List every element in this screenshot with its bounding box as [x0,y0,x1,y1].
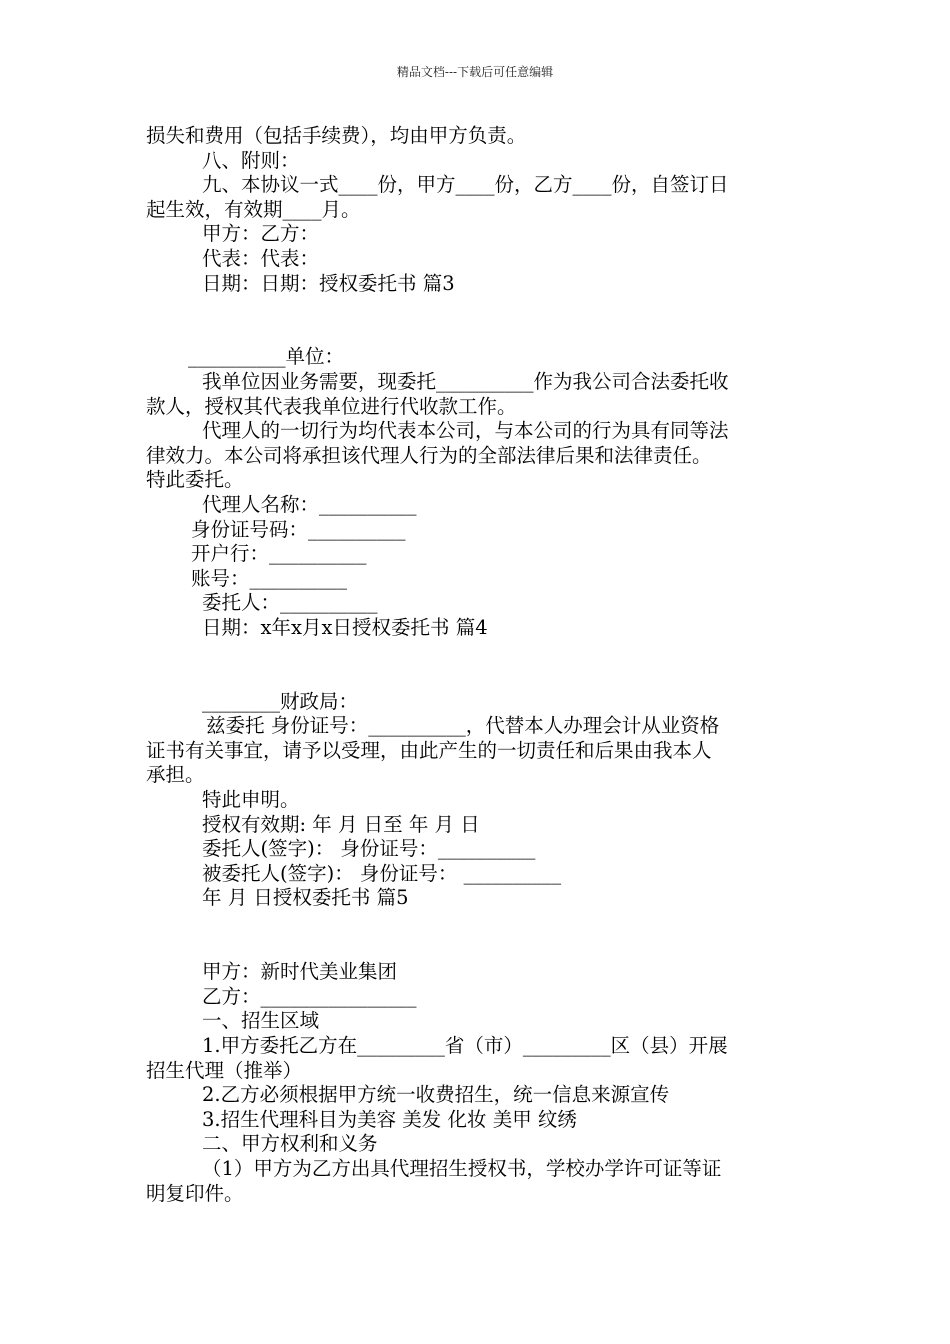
text-line: 九、本协议一式____份，甲方____份，乙方____份，自签订日 [202,173,729,197]
text-line: 一、招生区域 [202,1009,320,1033]
text-line: 1.甲方委托乙方在_________省（市）_________区（县）开展 [202,1033,728,1057]
text-line: （1）甲方为乙方出具代理招生授权书，学校办学许可证等证 [202,1156,722,1180]
blank-line [146,911,808,936]
text-line: 承担。 [146,763,205,787]
text-line: 被委托人(签字)： 身份证号： __________ [202,861,562,885]
text-line: 乙方：________________ [202,984,417,1008]
text-line: 我单位因业务需要，现委托__________作为我公司合法委托收 [202,369,729,393]
text-line: 授权有效期: 年 月 日至 年 月 日 [202,812,480,836]
text-line: 甲方：乙方： [202,222,320,246]
text-line: 特此委托。 [146,468,244,492]
text-line: 起生效，有效期____月。 [146,197,361,221]
document-body [146,124,808,1206]
text-line: 年 月 日授权委托书 篇5 [202,886,409,910]
text-line: 证书有关事宜，请予以受理，由此产生的一切责任和后果由我本人 [146,738,712,762]
text-line: 明复印件。 [146,1181,244,1205]
blank-line [146,936,808,961]
blank-line [146,640,808,665]
text-line: 兹委托 身份证号：__________，代替本人办理会计从业资格 [206,714,720,738]
text-line: 八、附则： [202,148,300,172]
blank-line [146,665,808,690]
text-line: 二、甲方权利和义务 [202,1132,378,1156]
text-line: 账号：__________ [191,566,348,590]
text-line: 甲方：新时代美业集团 [202,960,398,984]
text-line: 日期：日期：授权委托书 篇3 [202,271,455,295]
text-line: 委托人(签字)： 身份证号：__________ [202,837,536,861]
text-line: 损失和费用（包括手续费），均由甲方负责。 [146,124,527,147]
blank-line [146,296,808,321]
text-line: 身份证号码：__________ [191,517,406,541]
page-header: 精品文档---下载后可任意编辑 [396,65,554,79]
text-line: 律效力。本公司将承担该代理人行为的全部法律后果和法律责任。 [146,443,712,467]
text-line: 日期：x年x月x日授权委托书 篇4 [202,615,488,639]
text-line: 代理人的一切行为均代表本公司，与本公司的行为具有同等法 [202,419,729,443]
text-line: 招生代理（推举） [146,1058,303,1082]
text-line: ________财政局： [202,689,359,713]
text-line: 特此申明。 [202,788,300,812]
text-line: __________单位： [188,345,345,369]
text-line: 委托人：__________ [202,591,378,615]
text-line: 2.乙方必须根据甲方统一收费招生，统一信息来源宣传 [202,1083,670,1107]
text-line: 3.招生代理科目为美容 美发 化妆 美甲 纹绣 [202,1107,577,1131]
text-line: 款人，授权其代表我单位进行代收款工作。 [146,394,517,418]
text-line: 代表：代表： [202,246,320,270]
text-line: 代理人名称：__________ [202,492,417,516]
text-line: 开户行：__________ [191,542,367,566]
blank-line [146,321,808,346]
